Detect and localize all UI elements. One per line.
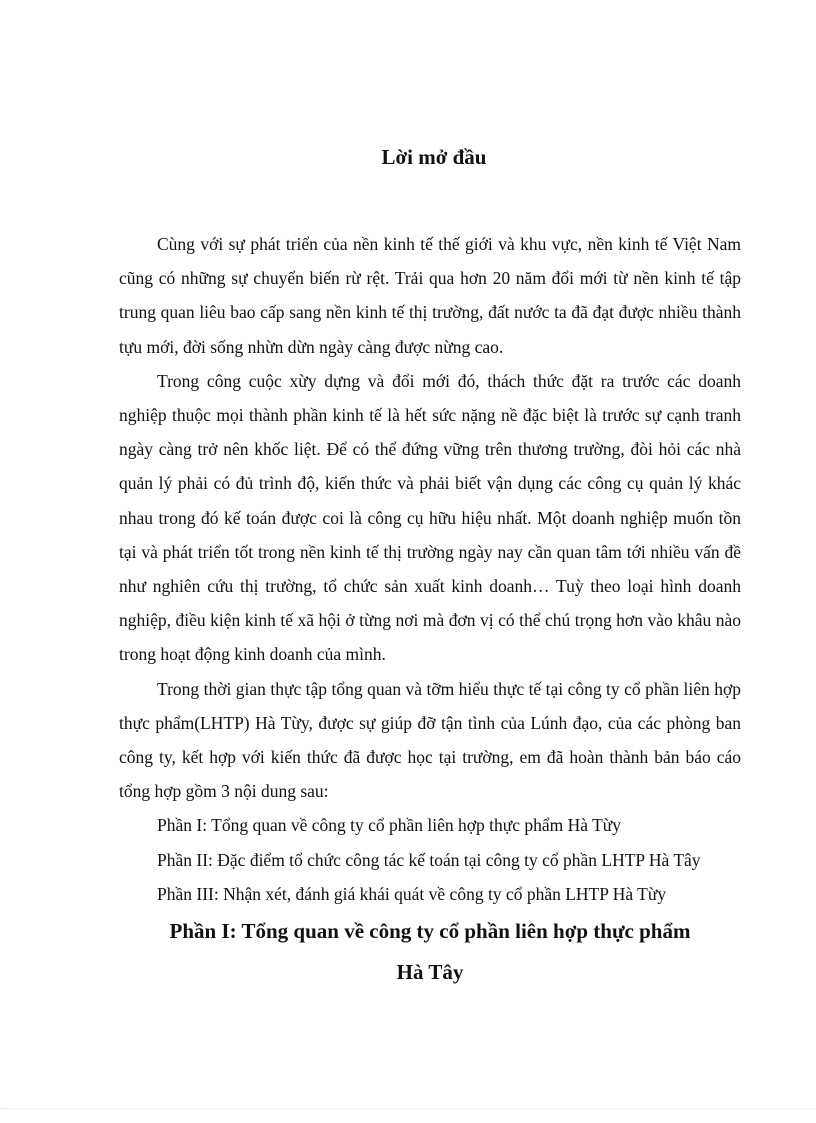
section-heading <box>119 911 741 993</box>
page-title: Lời mở đầu <box>381 145 487 169</box>
part-list-item-2: Phần II: Đặc điểm tổ chức công tác kế toán tại công ty cổ phần LHTP Hà Tây <box>157 849 701 870</box>
body-text <box>119 227 741 911</box>
part-list-item-1: Phần I: Tổng quan về công ty cổ phần liên hợp thực phẩm Hà Từy <box>157 815 622 836</box>
paragraph-intro: Cùng với sự phát triển của nền kinh tế thế giới và khu vực, nền kinh tế Việt Nam cũng có những sự chuyển biến rừ rệt. Trải qua hơn 20 năm đổi mới từ nền kinh tế tập trung quan liêu bao cấp sang nền kinh tế thị trường, đất nước ta đã đạt được nhiều thành tựu mới, đời sống nhừn dừn ngày càng được nừng cao. <box>119 234 741 357</box>
page-bottom-divider <box>0 1108 816 1109</box>
part-list-item-3: Phần III: Nhận xét, đánh giá khái quát về công ty cổ phần LHTP Hà Từy <box>157 883 667 904</box>
paragraph-challenges: Trong công cuộc xừy dựng và đổi mới đó, thách thức đặt ra trước các doanh nghiệp thuộc mọi thành phần kinh tế là hết sức nặng nề đặc biệt là trước sự cạnh tranh ngày càng trở nên khốc liệt. Để có thể đứng vững trên thương trường, đòi hỏi các nhà quản lý phải có đủ trình độ, kiến thức và phải biết vận dụng các công cụ quản lý khác nhau trong đó kế toán được coi là công cụ hữu hiệu nhất. Một doanh nghiệp muốn tồn tại và phát triển tốt trong nền kinh tế thị trường ngày nay cần quan tâm tới nhiều vấn đề như nghiên cứu thị trường, tổ chức sản xuất kinh doanh… Tuỳ theo loại hình doanh nghiệp, điều kiện kinh tế xã hội ở từng nơi mà đơn vị có thể chú trọng hơn vào khâu nào trong hoạt động kinh doanh của mình. <box>119 370 741 665</box>
paragraph-internship: Trong thời gian thực tập tổng quan và tỡm hiểu thực tế tại công ty cổ phần liên hợp thực phẩm(LHTP) Hà Từy, được sự giúp đỡ tận tình của Lúnh đạo, của các phòng ban công ty, kết hợp với kiến thức đã được học tại trường, em đã hoàn thành bản báo cáo tổng hợp gồm 3 nội dung sau: <box>119 678 741 802</box>
section-heading-line-1: Phần I: Tổng quan về công ty cổ phần liên hợp thực phẩm <box>169 919 691 943</box>
section-heading-line-2: Hà Tây <box>396 960 464 984</box>
